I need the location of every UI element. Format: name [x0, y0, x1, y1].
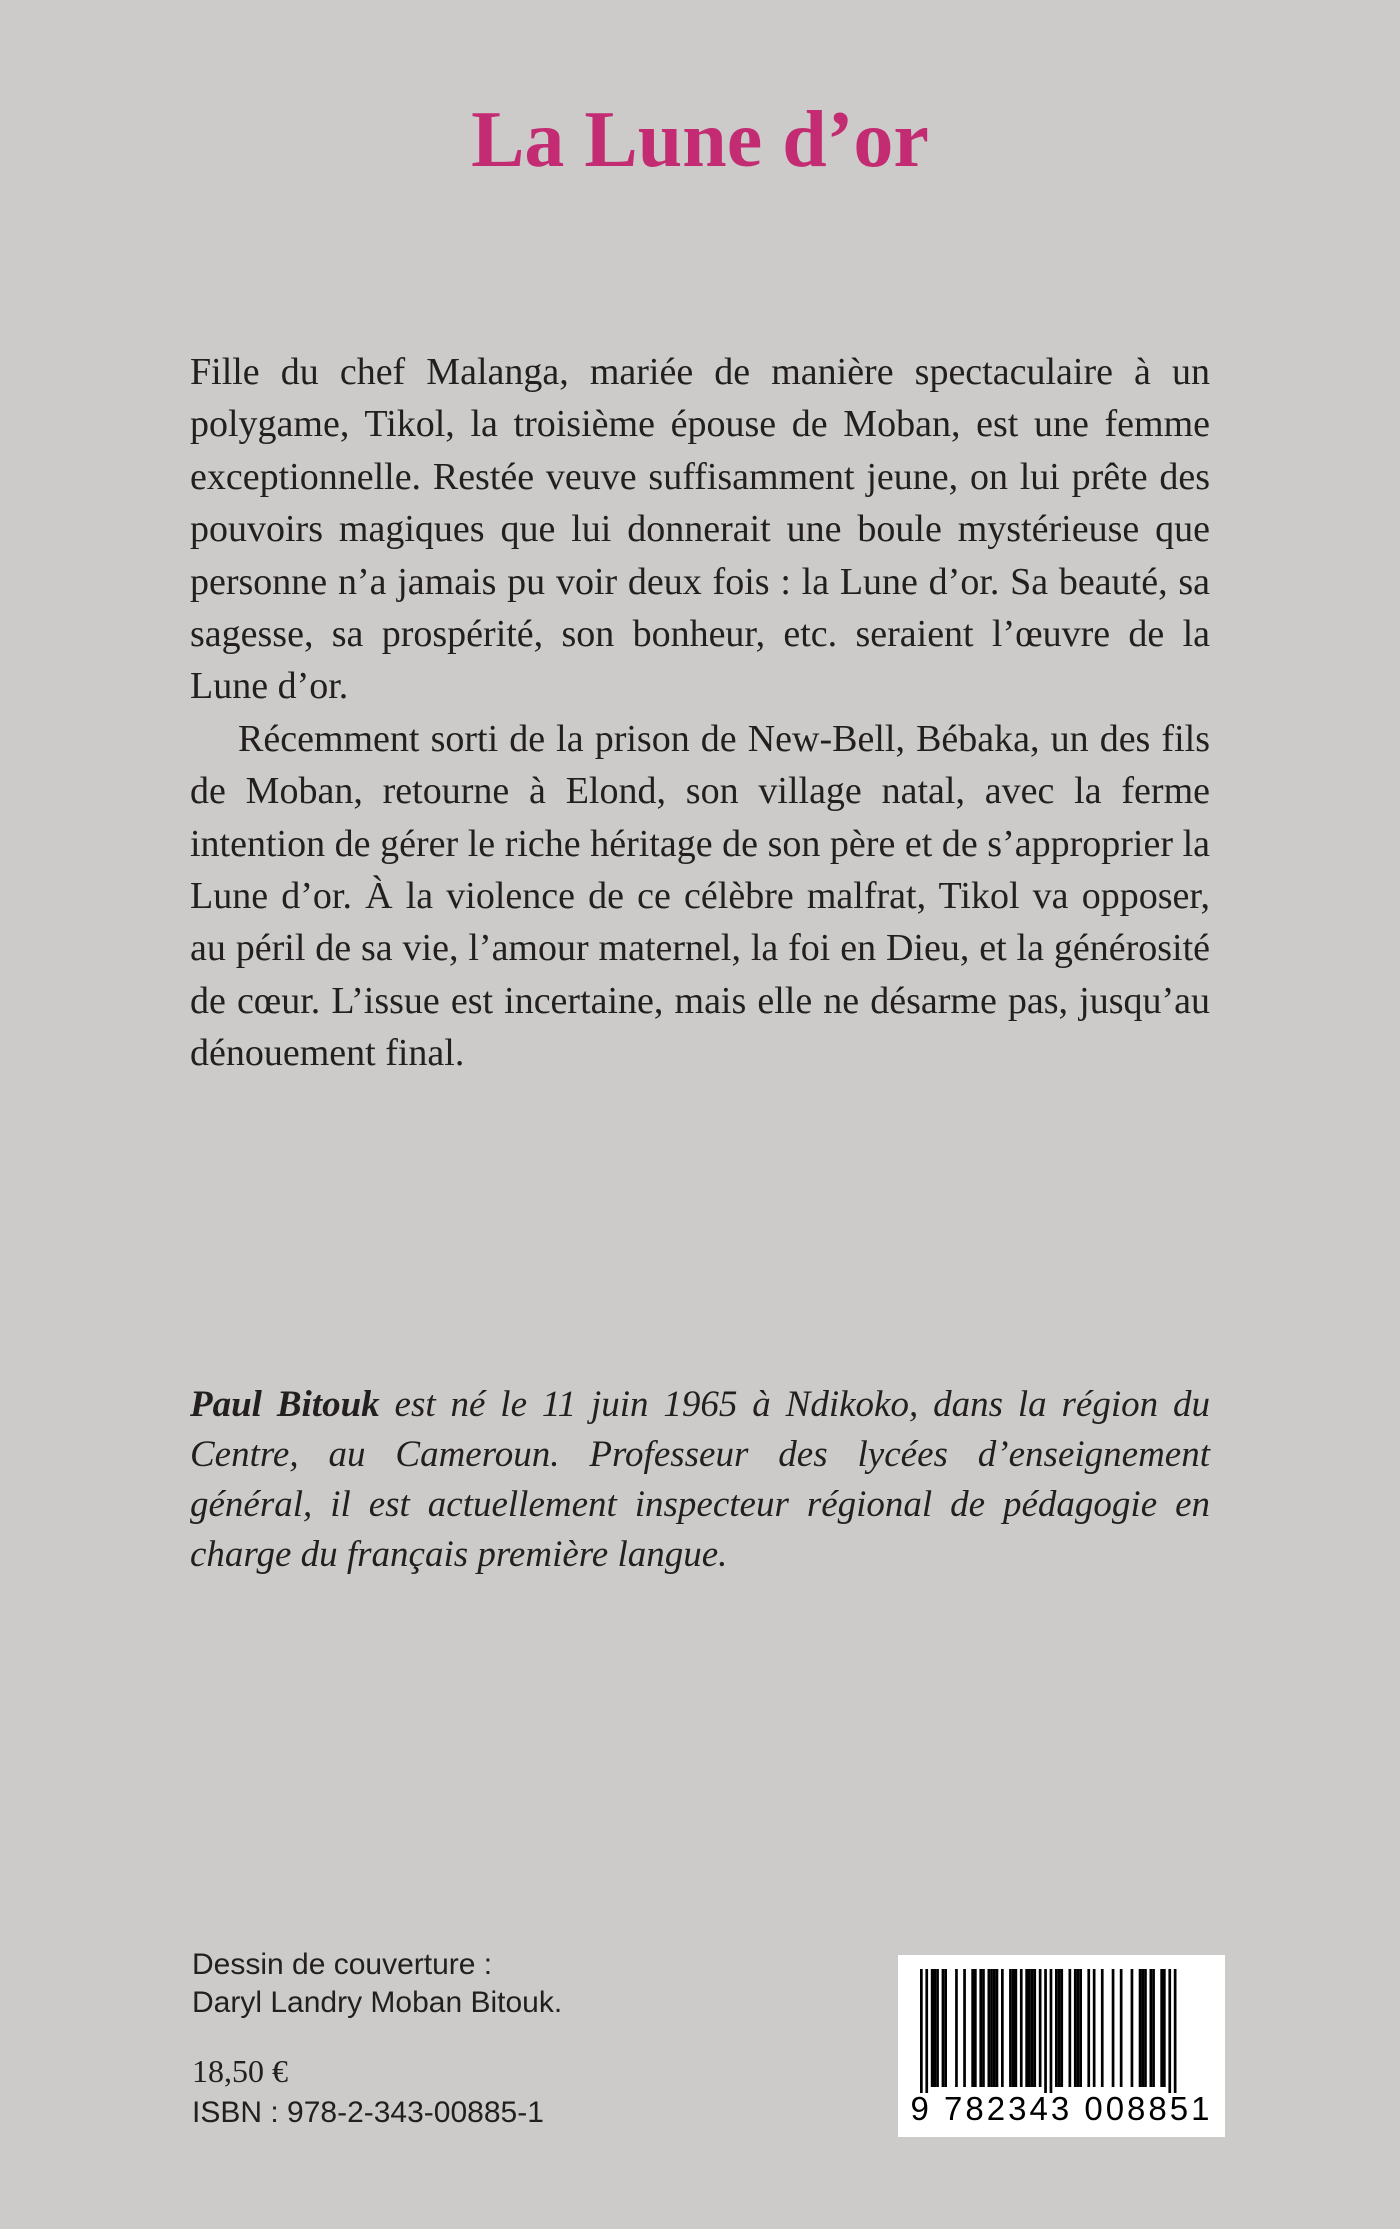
barcode-bar [942, 1969, 945, 2087]
cover-credit-label: Dessin de couverture : [192, 1948, 493, 1981]
cover-artist: Daryl Landry Moban Bitouk. [192, 1986, 563, 2019]
barcode-bar [925, 1969, 928, 2093]
barcode-bar [1015, 1969, 1018, 2087]
barcode-bar [1039, 1969, 1042, 2087]
isbn: ISBN : 978-2-343-00885-1 [192, 2096, 544, 2129]
barcode-bar [1144, 1969, 1147, 2087]
barcode-bar [1050, 1969, 1053, 2093]
barcode-bar [920, 1969, 923, 2093]
author-name: Paul Bitouk [190, 1384, 380, 1425]
barcode-bar [988, 1969, 991, 2087]
barcode-bar [993, 1969, 996, 2087]
barcode-bar [971, 1969, 974, 2087]
blurb-paragraph: Récemment sorti de la prison de New-Bell, Bébaka, un des fils de Moban, retourne à Elond, son village natal, avec la ferme intention de gérer le riche héritage de son père et de s’approprier la Lune d’or. À la violence de ce célèbre malfrat, Tikol va opposer, au péril de sa vie, l’amour maternel, la foi en Dieu, et la générosité de cœur. L’issue est incertaine, mais elle ne désarme pas, jusqu’au dénouement final. [190, 717, 1210, 1075]
barcode-bar [1031, 1969, 1034, 2087]
barcode-bar [934, 1969, 937, 2087]
barcode-bar [1055, 1969, 1058, 2087]
barcode-bar [982, 1969, 985, 2087]
barcode-bar [1139, 1969, 1142, 2087]
barcode-bar [1087, 1969, 1090, 2087]
barcode-bar [979, 1969, 982, 2087]
barcode-bar [1012, 1969, 1015, 2087]
barcode-bar [1174, 1969, 1177, 2093]
barcode-bar [996, 1969, 999, 2087]
barcode-bar [1120, 1969, 1123, 2087]
barcode-bar [1009, 1969, 1012, 2087]
barcode-bar [931, 1969, 934, 2087]
barcode-bar [1001, 1969, 1004, 2087]
barcode-bar [1077, 1969, 1080, 2087]
barcode-bar [1044, 1969, 1047, 2093]
barcode-bar [1079, 1969, 1082, 2087]
barcode-bar [1163, 1969, 1166, 2087]
barcode-bar [1141, 1969, 1144, 2087]
barcode-bar [963, 1969, 966, 2087]
barcode-bar [1058, 1969, 1061, 2087]
barcode-bar [990, 1969, 993, 2087]
barcode-bar [936, 1969, 939, 2087]
price: 18,50 € [192, 2053, 288, 2089]
barcode-digits: 9 782343 008851 [910, 2090, 1213, 2127]
author-bio [190, 1380, 1210, 1580]
barcode-bar [1152, 1969, 1155, 2087]
barcode-bar [1020, 1969, 1023, 2087]
back-cover-blurb [190, 346, 1210, 1080]
barcode-bar [1160, 1969, 1163, 2087]
cover-credits [192, 1946, 562, 2022]
barcode-bar [1060, 1969, 1063, 2087]
barcode-bar [1028, 1969, 1031, 2087]
blurb-paragraph: Fille du chef Malanga, mariée de manière spectaculaire à un polygame, Tikol, la troisième épouse de Moban, est une femme exceptionnelle. Restée veuve suffisamment jeune, on lui prête des pouvoirs magiques que lui donnerait une boule mystérieuse que personne n’a jamais pu voir deux fois : la Lune d’or. Sa beauté, sa sagesse, sa prospérité, son bonheur, etc. seraient l’œuvre de la Lune d’or. [190, 351, 1210, 708]
author-bio-text: est né le 11 juin 1965 à Ndikoko, dans la région du Centre, au Cameroun. Professeur des lycées d’enseignement général, il est actuellement inspecteur régional de pédagogie en charge du français première langue. [190, 1384, 1210, 1575]
barcode-bar [974, 1969, 977, 2087]
barcode-bar [1074, 1969, 1077, 2087]
barcode-bar [1112, 1969, 1115, 2087]
barcode [898, 1955, 1225, 2137]
barcode-bar [944, 1969, 947, 2087]
barcode-bar [1101, 1969, 1104, 2087]
barcode-bar [1150, 1969, 1153, 2087]
barcode-bar [1093, 1969, 1096, 2087]
barcode-bar [955, 1969, 958, 2087]
barcode-bar [1033, 1969, 1036, 2087]
barcode-bar [1168, 1969, 1171, 2093]
barcode-bar [1025, 1969, 1028, 2087]
book-title: La Lune d’or [471, 96, 929, 184]
barcode-bar [1131, 1969, 1134, 2087]
barcode-bar [1069, 1969, 1072, 2087]
